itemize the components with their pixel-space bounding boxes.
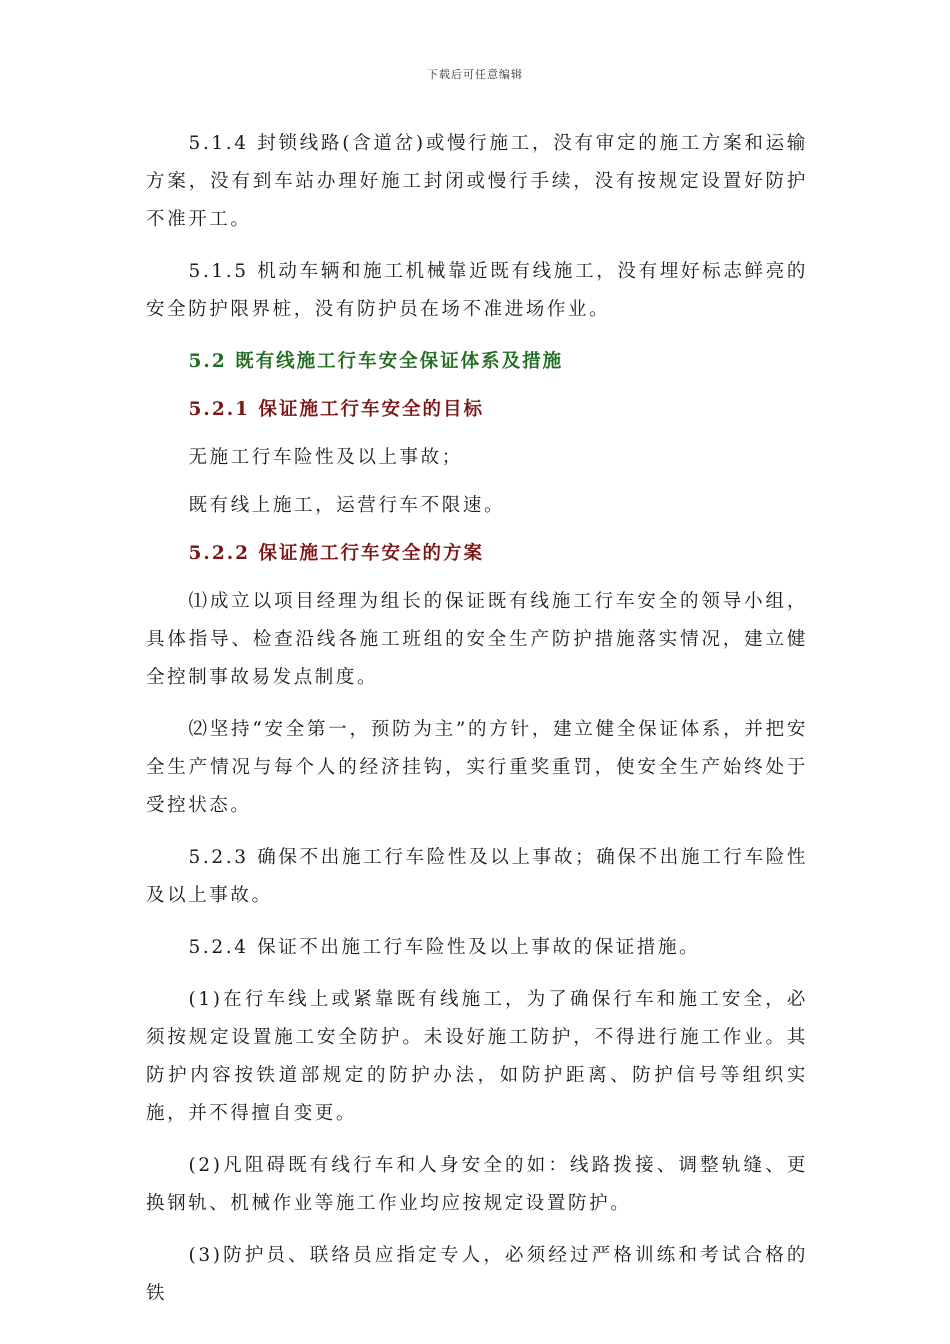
measure-item-3: (3)防护员、联络员应指定专人，必须经过严格训练和考试合格的铁 xyxy=(146,1245,808,1304)
document-body xyxy=(146,125,808,1327)
paragraph-5-2-4: 5.2.4 保证不出施工行车险性及以上事故的保证措施。 xyxy=(188,937,701,958)
paragraph-5-1-4: 5.1.4 封锁线路(含道岔)或慢行施工，没有审定的施工方案和运输方案，没有到车站办理好施工封闭或慢行手续，没有按规定设置好防护不准开工。 xyxy=(146,133,808,230)
paragraph-5-1-5: 5.1.5 机动车辆和施工机械靠近既有线施工，没有埋好标志鲜亮的安全防护限界桩，没有防护员在场不准进场作业。 xyxy=(146,261,808,320)
goal-item-1: 无施工行车险性及以上事故； xyxy=(188,447,463,468)
plan-item-2: ⑵坚持“安全第一，预防为主”的方针，建立健全保证体系，并把安全生产情况与每个人的经济挂钩，实行重奖重罚，使安全生产始终处于受控状态。 xyxy=(146,719,808,816)
plan-item-1: ⑴成立以项目经理为组长的保证既有线施工行车安全的领导小组，具体指导、检查沿线各施工班组的安全生产防护措施落实情况，建立健全控制事故易发点制度。 xyxy=(146,591,808,688)
header-note: 下载后可任意编辑 xyxy=(427,68,523,81)
heading-5-2-1: 5.2.1 保证施工行车安全的目标 xyxy=(188,399,484,420)
goal-item-2: 既有线上施工，运营行车不限速。 xyxy=(188,495,506,516)
paragraph-5-2-3: 5.2.3 确保不出施工行车险性及以上事故；确保不出施工行车险性及以上事故。 xyxy=(146,847,808,906)
heading-5-2-2: 5.2.2 保证施工行车安全的方案 xyxy=(188,543,484,564)
measure-item-1: (1)在行车线上或紧靠既有线施工，为了确保行车和施工安全，必须按规定设置施工安全防护。未设好施工防护，不得进行施工作业。其防护内容按铁道部规定的防护办法，如防护距离、防护信号等组织实施，并不得擅自变更。 xyxy=(146,989,808,1124)
heading-5-2: 5.2 既有线施工行车安全保证体系及措施 xyxy=(188,351,564,372)
measure-item-2: (2)凡阻碍既有线行车和人身安全的如：线路拨接、调整轨缝、更换钢轨、机械作业等施工作业均应按规定设置防护。 xyxy=(146,1155,808,1214)
